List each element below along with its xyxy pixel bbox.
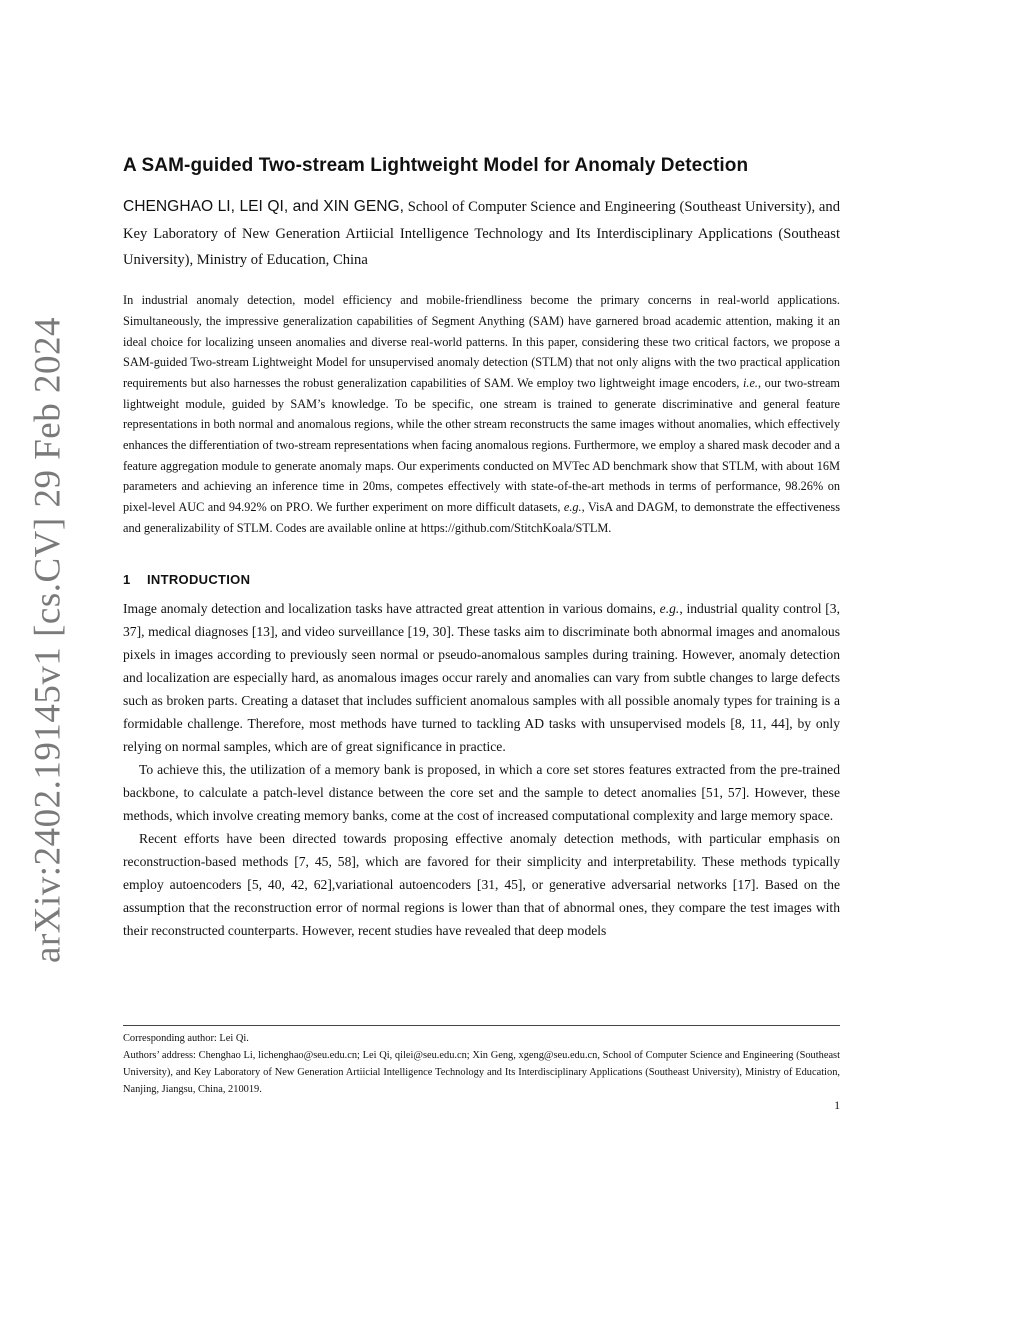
- footnote-corresponding-author: Corresponding author: Lei Qi.: [123, 1033, 249, 1044]
- intro-p1-text-b: , industrial quality control [3, 37], medical diagnoses [13], and video surveillance [19, 30]. These tasks aim to discriminate both abnormal images and anomalous pixels in images according to previously seen normal or pseudo-anomalous samples during training. However, anomaly detection and localization are especially hard, as anomalous images occur rarely and anomalies can vary from subtle changes to large defects such as broken parts. Creating a dataset that includes sufficient anomalous samples with all possible anomaly types for training is a formidable challenge. Therefore, most methods have turned to tackling AD tasks with unsupervised models [8, 11, 44], by only relying on normal samples, which are of great significance in practice.: [123, 600, 840, 754]
- author-affiliation: School of Computer Science and Engineering (Southeast University), and Key Laboratory of New Generation Artiicial Intelligence Technology and Its Interdisciplinary Applications (Southeast University), Ministry of Education, China: [123, 199, 840, 269]
- intro-p1-eg: e.g.: [659, 600, 680, 616]
- intro-p1-text-a: Image anomaly detection and localization tasks have attracted great attention in various domains,: [123, 600, 656, 616]
- paper-title: A SAM-guided Two-stream Lightweight Model for Anomaly Detection: [123, 155, 749, 176]
- abstract-eg: e.g.: [563, 500, 582, 515]
- footnotes: [123, 1025, 840, 1098]
- author-block: [123, 194, 840, 274]
- abstract-ie: i.e.: [742, 375, 758, 390]
- author-names: CHENGHAO LI, LEI QI, and XIN GENG,: [123, 198, 404, 215]
- intro-paragraph-2: To achieve this, the utilization of a memory bank is proposed, in which a core set stores features extracted from the pre-trained backbone, to calculate a patch-level distance between the core set and the sample to detect anomalies [51, 57]. However, these methods, which involve creating memory banks, come at the cost of increased computational complexity and large memory space.: [123, 761, 840, 823]
- footnote-authors-address: Authors’ address: Chenghao Li, lichenghao@seu.edu.cn; Lei Qi, qilei@seu.edu.cn; Xin Geng, xgeng@seu.edu.cn, School of Computer Science and Engineering (Southeast University), and Key Laboratory of New Generation Artiicial Intelligence Technology and Its Interdisciplinary Applications (Southeast University), Ministry of Education, Nanjing, Jiangsu, China, 210019.: [123, 1050, 840, 1095]
- abstract: [123, 290, 840, 538]
- abstract-text-2: , our two-stream lightweight module, guided by SAM’s knowledge. To be specific, one stream is trained to generate discriminative and general feature representations in both normal and anomalous regions, while the other stream reconstructs the same images without anomalies, which effectively enhances the differentiation of two-stream representations when facing anomalous regions. Furthermore, we employ a shared mask decoder and a feature aggregation module to generate anomaly maps. Our experiments conducted on MVTec AD benchmark show that STLM, with about 16M parameters and achieving an inference time in 20ms, competes effectively with state-of-the-art methods in terms of performance, 98.26% on pixel-level AUC and 94.92% on PRO. We further experiment on more difficult datasets,: [123, 375, 840, 515]
- section-heading-introduction: [123, 569, 840, 591]
- arxiv-identifier-stamp[interactable]: arXiv:2402.19145v1 [cs.CV] 29 Feb 2024: [27, 317, 69, 963]
- section-title: INTRODUCTION: [147, 571, 251, 587]
- abstract-text-1: In industrial anomaly detection, model efficiency and mobile-friendliness become the primary concerns in real-world applications. Simultaneously, the impressive generalization capabilities of Segment Anything (SAM) have garnered broad academic attention, making it an ideal choice for localizing unseen anomalies and diverse real-world patterns. In this paper, considering these two critical factors, we propose a SAM-guided Two-stream Lightweight Model for unsupervised anomaly detection (STLM) that not only aligns with the two practical application requirements but also harnesses the robust generalization capabilities of SAM. We employ two lightweight image encoders,: [123, 293, 840, 390]
- section-number: 1: [123, 571, 131, 587]
- intro-paragraph-1: [123, 597, 840, 758]
- intro-paragraph-3: Recent efforts have been directed towards proposing effective anomaly detection methods, with particular emphasis on reconstruction-based methods [7, 45, 58], which are favored for their simplicity and interpretability. These methods typically employ autoencoders [5, 40, 42, 62],variational autoencoders [31, 45], or generative adversarial networks [17]. Based on the assumption that the reconstruction error of normal regions is lower than that of abnormal ones, they compare the test images with their reconstructed counterparts. However, recent studies have revealed that deep models: [123, 830, 840, 938]
- paper-body: [123, 150, 840, 942]
- abstract-text-3: , VisA and DAGM, to demonstrate the effectiveness and generalizability of STLM. Codes are available online at https://github.com/StitchKoala/STLM.: [123, 500, 841, 535]
- page-number: 1: [834, 1100, 840, 1112]
